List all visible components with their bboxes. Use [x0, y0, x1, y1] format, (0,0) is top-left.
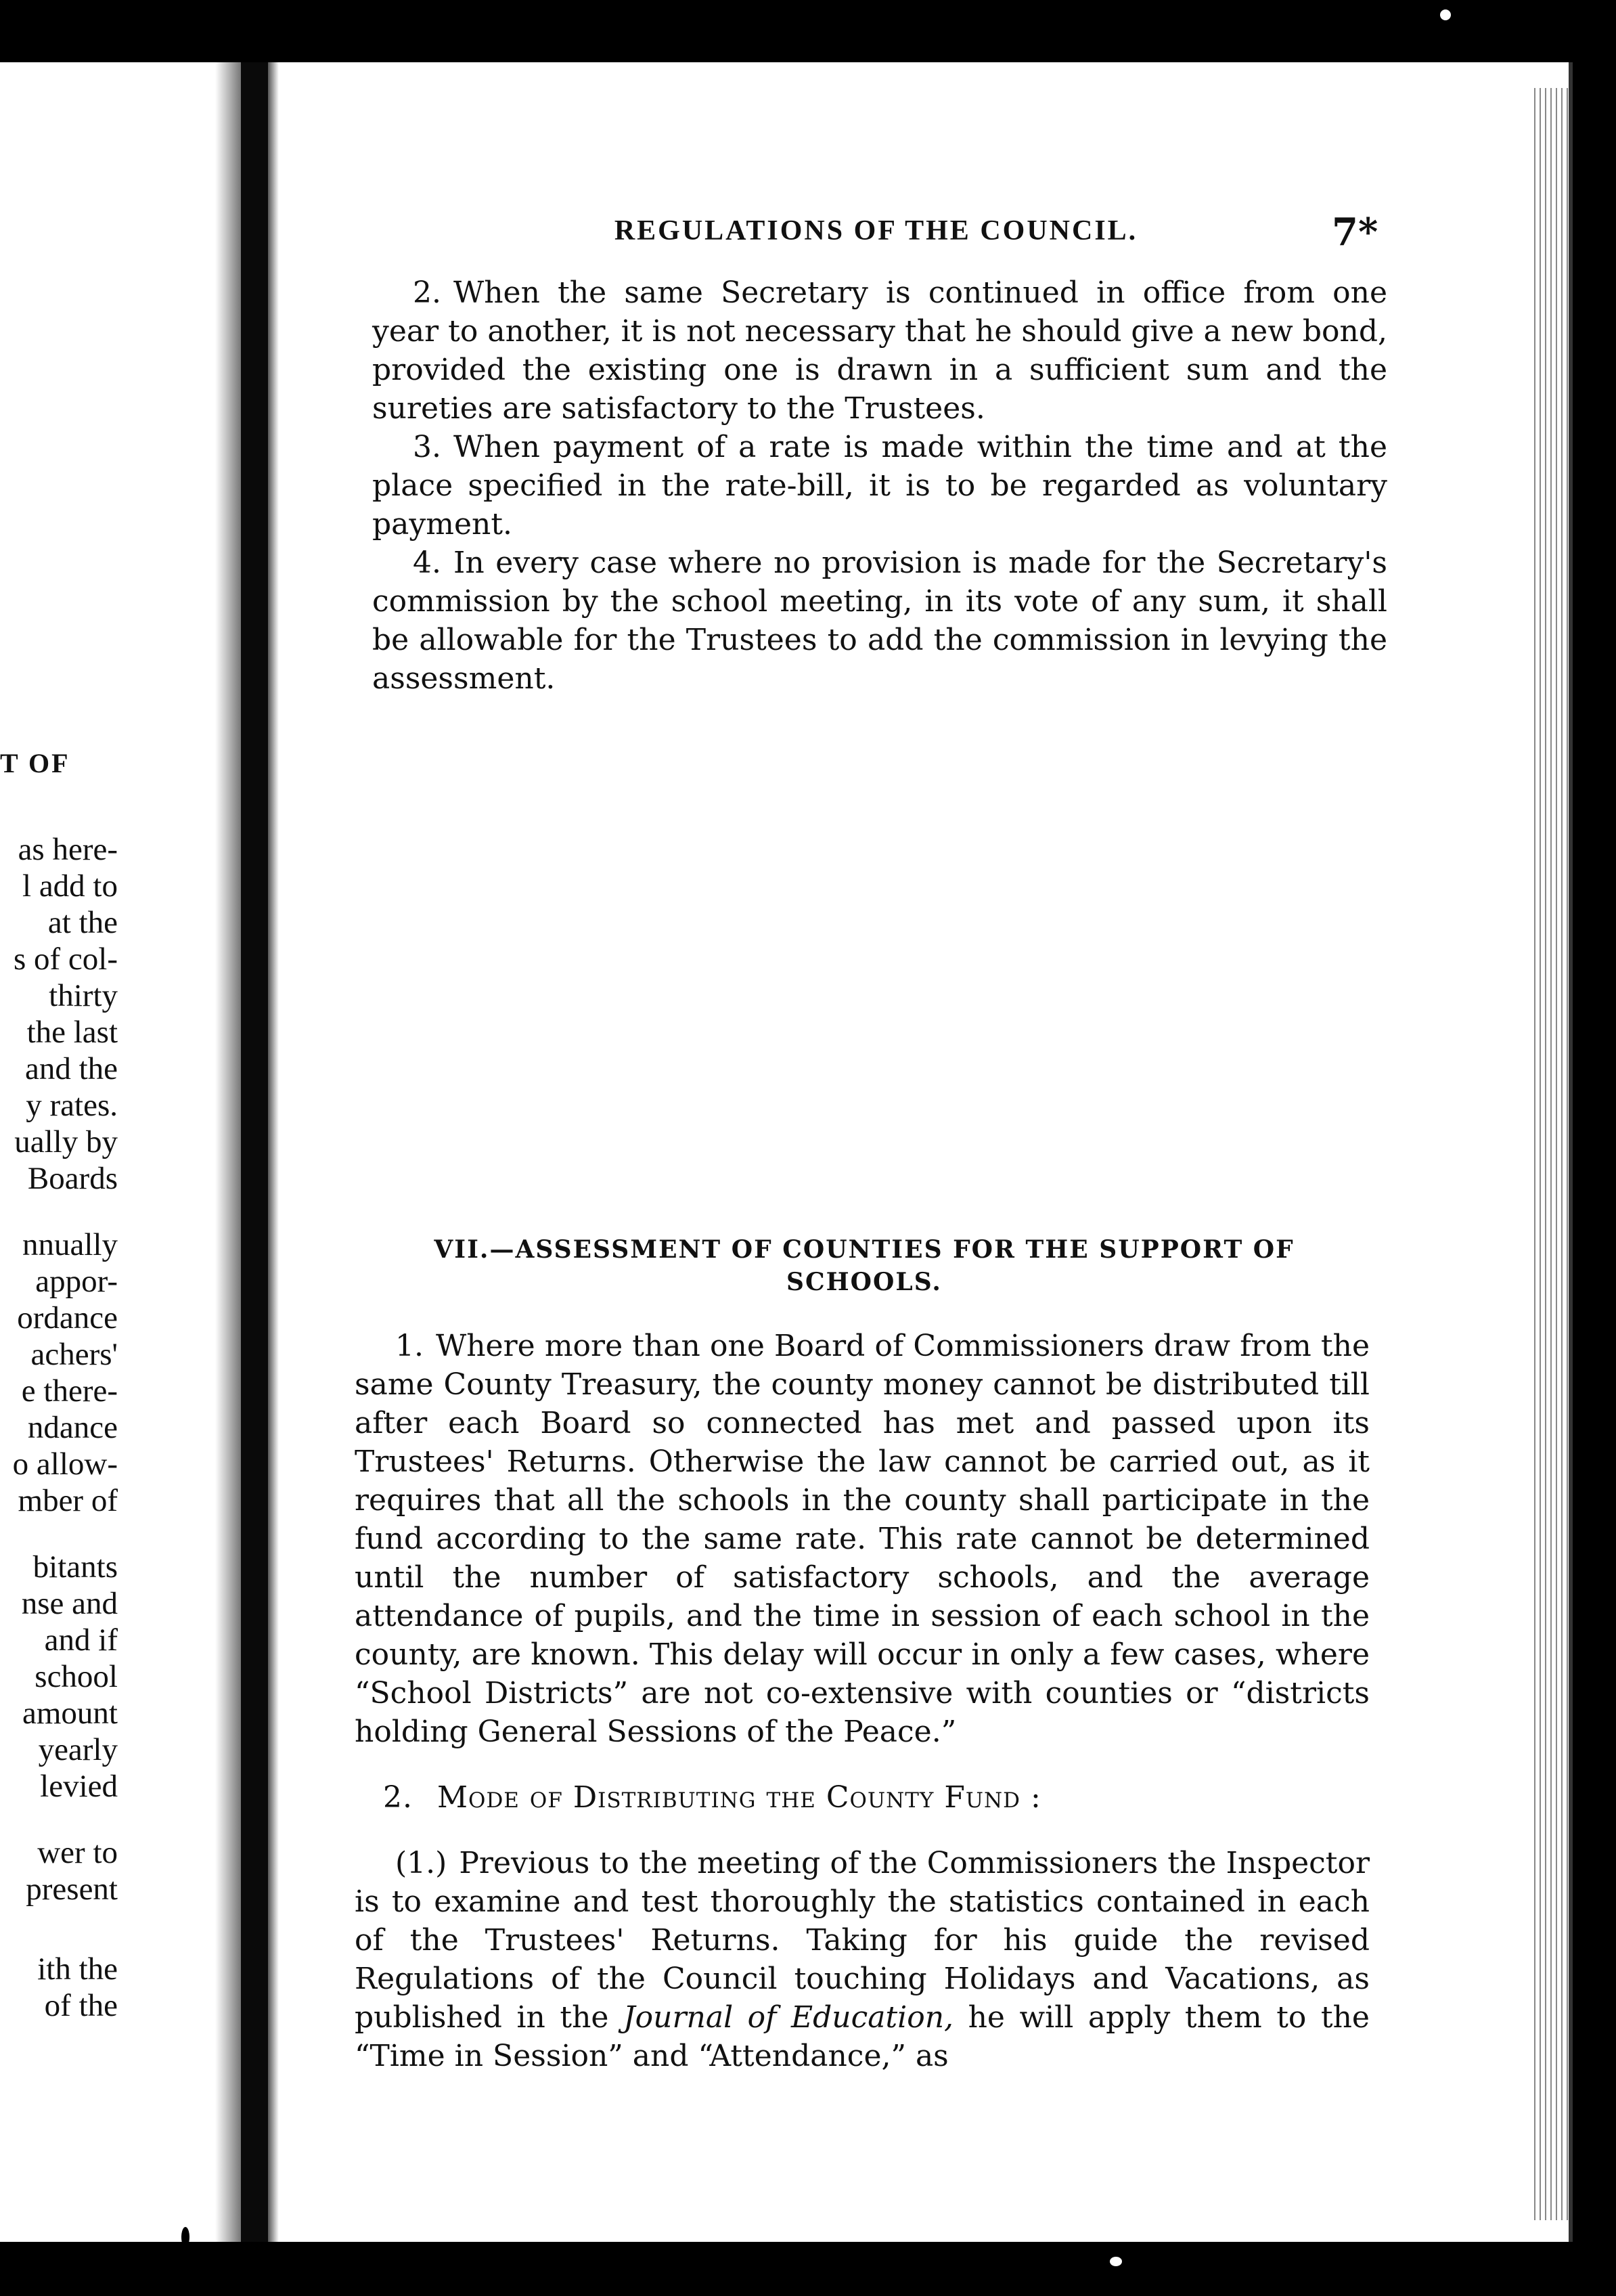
left-line: Boards [27, 1161, 118, 1196]
left-line: achers' [30, 1337, 118, 1372]
paragraph [355, 1327, 1370, 1751]
paragraph-number: 1. [395, 1329, 424, 1363]
left-line: school [35, 1659, 118, 1694]
paragraph-number: 4. [413, 546, 441, 580]
section-vii-para-3 [355, 1844, 1370, 2075]
paragraph-number: 2. [383, 1780, 413, 1815]
left-line: e there- [21, 1373, 118, 1409]
book-spine [241, 62, 268, 2242]
left-line: as here- [18, 832, 118, 867]
left-line: thirty [49, 978, 118, 1013]
section-heading [421, 1233, 1307, 1298]
scan-border-right [1569, 0, 1616, 2296]
sub-heading [383, 1780, 1041, 1815]
paragraph-text: Where more than one Board of Commissioners draw from the same County Treasury, the county money cannot be distributed till after each Board so connected has met and passed upon its Trustees' Returns. Otherwise the law cannot be carried out, as it requires that all the schools in the county shall participate in the fund according to the same rate. This rate cannot be determined until the number of satisfactory schools, and the average attendance of pupils, and the time in session of each school in the county, are known. This delay will occur in only a few cases, where “School Districts” are not co-extensive with counties or “districts holding General Sessions of the Peace.” [355, 1329, 1370, 1749]
left-line: the last [26, 1015, 118, 1050]
left-heading-fragment: T OF [0, 748, 70, 778]
paragraph [372, 273, 1387, 428]
paragraph-text: When payment of a rate is made within the time and at the place specified in the rate-bill, it is to be regarded as voluntary payment. [372, 430, 1387, 542]
paragraph-number: 2. [413, 275, 441, 310]
left-page-gutter-shadow [215, 62, 241, 2242]
main-page [279, 62, 1532, 2242]
scan-border-top [0, 0, 1616, 62]
spine-shadow [268, 62, 279, 2242]
left-line: ually by [14, 1124, 118, 1160]
left-line: l add to [22, 868, 118, 904]
left-line: nse and [21, 1586, 118, 1621]
left-line: ordance [17, 1300, 118, 1335]
section-vi-continued [372, 273, 1387, 698]
left-line: nnually [22, 1227, 118, 1262]
left-line: of the [44, 1988, 118, 2023]
paragraph-text: When the same Secretary is continued in office from one year to another, it is not necessary that he should give a new bond, provided the existing one is drawn in a sufficient sum and the sureties are satisfactory to the Trustees. [372, 275, 1387, 426]
section-heading-line: SCHOOLS. [786, 1268, 942, 1296]
page-edges [1532, 88, 1569, 2220]
paragraph-number: 3. [413, 430, 441, 464]
running-title: REGULATIONS OF THE COUNCIL. [614, 215, 1138, 246]
page-number: 7* [1332, 210, 1378, 255]
paragraph-text: Previous to the meeting of the Commissioners the Inspector is to examine and test thoroughly the statistics contained in each of the Trustees' Returns. Taking for his guide the revised Regulations of the Council touching Holidays and Vacations, as published in the [355, 1846, 1370, 2035]
left-line: present [26, 1872, 118, 1907]
paragraph-text: In every case where no provision is made for the Secretary's commission by the school meeting, in its vote of any sum, it shall be allowable for the Trustees to add the commission in levying the assessment. [372, 546, 1387, 696]
left-line: ndance [27, 1410, 118, 1445]
scan-border-bottom [0, 2242, 1616, 2296]
paragraph [372, 428, 1387, 544]
left-line: mber of [18, 1483, 118, 1518]
scan-speck [181, 2227, 189, 2247]
left-line: y rates. [26, 1088, 118, 1123]
left-line: levied [40, 1769, 118, 1804]
section-vii-para-1 [355, 1327, 1370, 1751]
section-heading-line: VII.—ASSESSMENT OF COUNTIES FOR THE SUPPORT OF [434, 1235, 1295, 1264]
left-page-fragment [0, 62, 215, 2242]
page-edge-shade [1569, 62, 1573, 2242]
left-line: appor- [35, 1264, 118, 1299]
left-line: at the [47, 905, 118, 940]
paragraph [355, 1844, 1370, 2075]
scan-speck [1110, 2257, 1122, 2266]
left-line: o allow- [12, 1447, 118, 1482]
paragraph [372, 544, 1387, 698]
paragraph-number: (1.) [395, 1846, 447, 1880]
left-line: and the [24, 1051, 118, 1086]
left-line: bitants [32, 1549, 118, 1585]
left-line: and if [44, 1622, 118, 1658]
left-line: yearly [38, 1732, 118, 1767]
left-line: s of col- [13, 942, 118, 977]
sub-heading-text: Mode of Distributing the County Fund : [436, 1780, 1041, 1815]
scan-speck [1440, 9, 1451, 20]
left-line: amount [22, 1696, 118, 1731]
journal-title: Journal of Education, [623, 2000, 954, 2035]
left-line: ith the [37, 1951, 118, 1987]
paragraph-text: he will apply them to the “Time in Session” and “Attendance,” as [355, 2000, 1370, 2073]
left-line: wer to [37, 1835, 118, 1870]
